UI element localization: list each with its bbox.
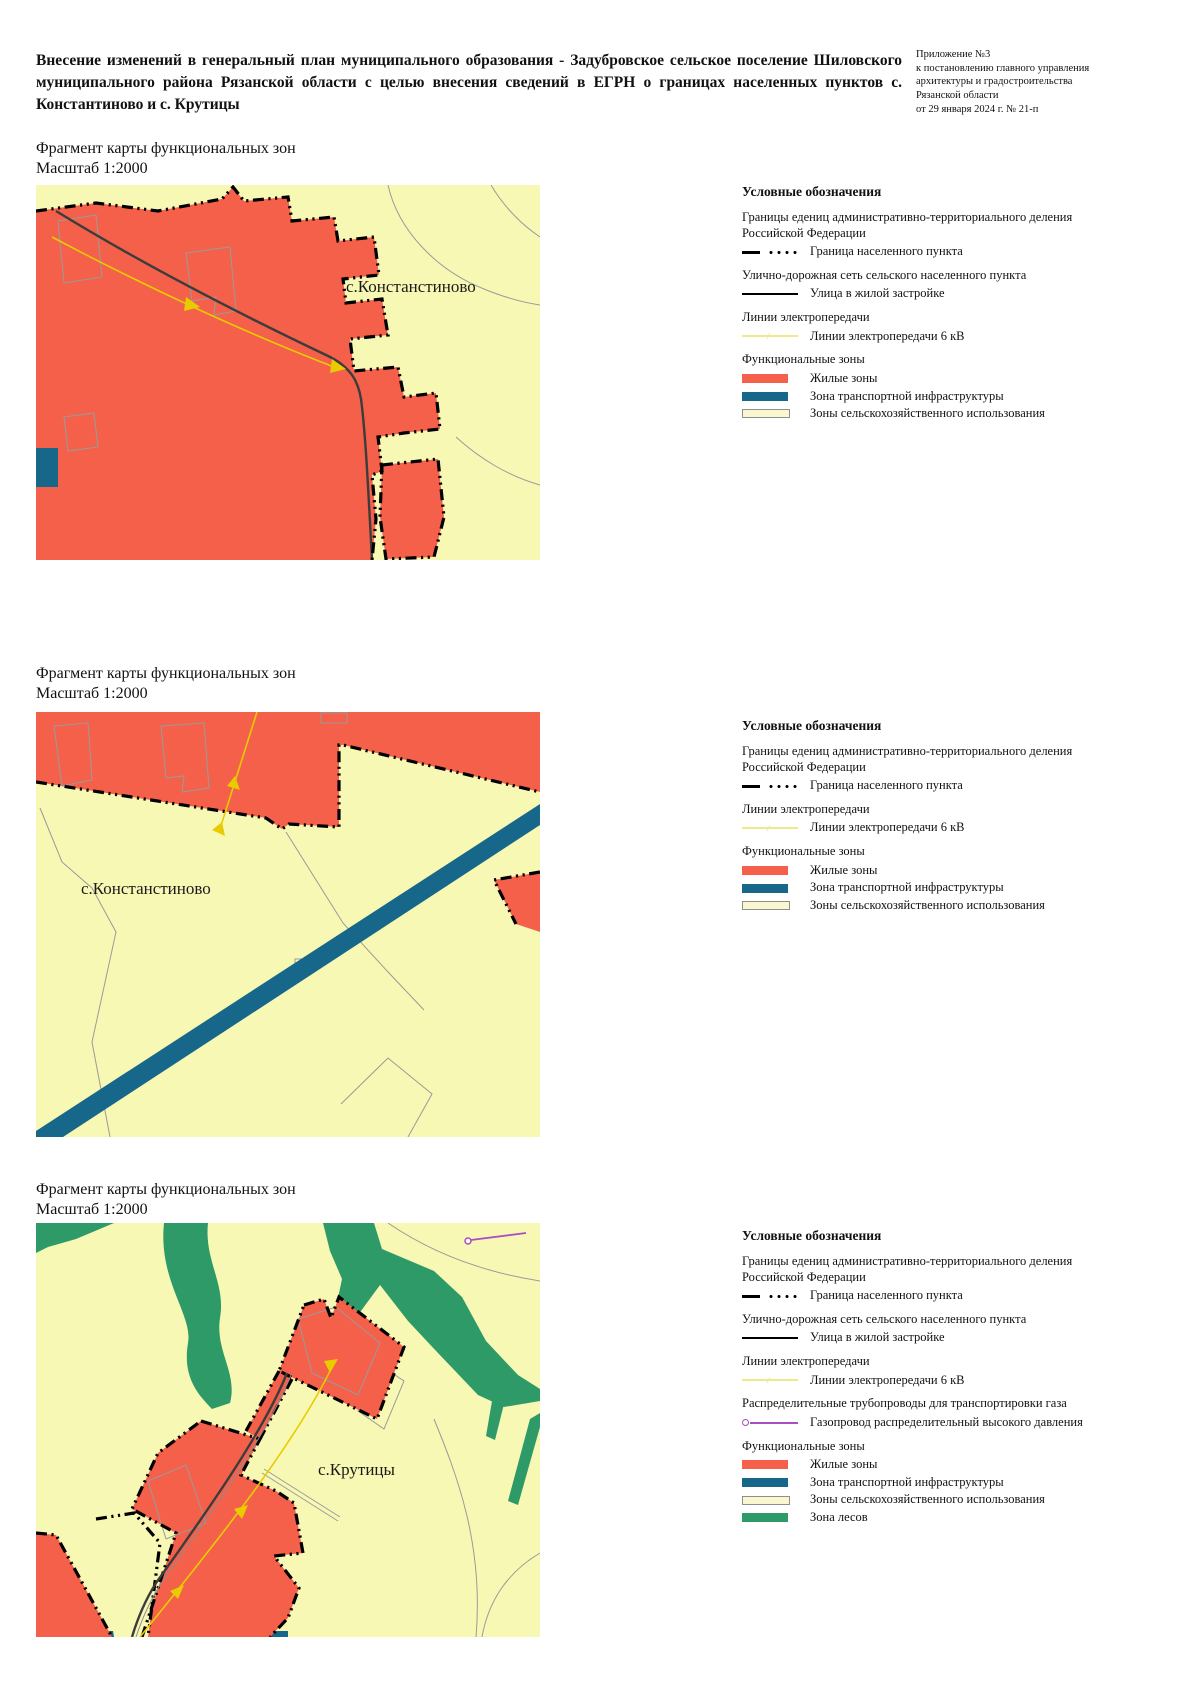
settlement-label: с.Констанстиново xyxy=(81,879,211,898)
legend-label: Зоны сельскохозяйственного использования xyxy=(810,406,1045,421)
legend-label: Линии электропередачи xyxy=(742,1354,870,1368)
legend-row xyxy=(742,1439,1114,1455)
legend-row xyxy=(742,1475,1114,1491)
map-title-line1: Фрагмент карты функциональных зон xyxy=(36,1181,296,1198)
legend-row xyxy=(742,210,1114,241)
legend-row xyxy=(742,898,1114,914)
legend-symbol xyxy=(742,408,800,420)
legend-symbol xyxy=(742,1417,800,1429)
legend-row xyxy=(742,1288,1114,1304)
legend-label: Граница населенного пункта xyxy=(810,1288,963,1303)
settlement-label: с.Констанстиново xyxy=(346,277,476,296)
legend-label: Функциональные зоны xyxy=(742,352,865,367)
map1-canvas xyxy=(36,185,540,565)
legend-label: Линии электропередачи 6 кВ xyxy=(810,328,965,343)
legend-symbol xyxy=(742,288,800,300)
annex-line: к постановлению главного управления xyxy=(916,62,1090,74)
legend-row xyxy=(742,1492,1114,1508)
legend-symbol xyxy=(742,1494,800,1506)
legend-row xyxy=(742,389,1114,405)
map2-legend xyxy=(742,718,1114,916)
legend-heading: Условные обозначения xyxy=(742,718,882,733)
legend-symbol xyxy=(742,822,800,834)
map3-title xyxy=(36,1180,456,1219)
map3-legend xyxy=(742,1228,1114,1528)
settlement-label: с.Крутицы xyxy=(318,1460,395,1479)
legend-row xyxy=(742,286,1114,302)
legend-row xyxy=(742,820,1114,836)
annex-note xyxy=(916,48,1116,116)
legend-symbol xyxy=(742,1512,800,1524)
map2-svg xyxy=(36,712,540,1137)
legend-label: Линии электропередачи xyxy=(742,801,870,816)
legend-row xyxy=(742,880,1114,896)
map1-legend xyxy=(742,184,1114,424)
legend-label: Улица в жилой застройке xyxy=(810,1330,945,1345)
legend-label: Границы едениц административно-территориального деления Российской Федерации xyxy=(742,1253,1073,1284)
legend-items xyxy=(742,1254,1114,1526)
legend-symbol xyxy=(742,330,800,342)
legend-row xyxy=(742,371,1114,387)
legend-row xyxy=(742,1396,1114,1412)
legend-row xyxy=(742,744,1114,775)
legend-heading: Условные обозначения xyxy=(742,184,882,199)
legend-label: Функциональные зоны xyxy=(742,1438,865,1453)
legend-label: Граница населенного пункта xyxy=(810,778,963,793)
legend-row xyxy=(742,1373,1114,1389)
legend-row xyxy=(742,1415,1114,1431)
legend-row xyxy=(742,778,1114,794)
legend-label: Функциональные зоны xyxy=(742,844,865,858)
legend-label: Зона лесов xyxy=(810,1510,868,1524)
legend-label: Линии электропередачи 6 кВ xyxy=(810,1372,965,1387)
legend-label: Зона транспортной инфраструктуры xyxy=(810,388,1004,403)
map-title-line1: Фрагмент карты функциональных зон xyxy=(36,140,296,157)
legend-label: Распределительные трубопроводы для транспортировки газа xyxy=(742,1396,1067,1411)
legend-label: Зона транспортной инфраструктуры xyxy=(810,1474,1004,1489)
legend-row xyxy=(742,1330,1114,1346)
annex-line: от 29 января 2024 г. № 21-п xyxy=(916,103,1039,115)
map-title-line2: Масштаб 1:2000 xyxy=(36,159,148,177)
legend-row xyxy=(742,352,1114,368)
legend-row xyxy=(742,244,1114,260)
legend-symbol xyxy=(742,780,800,792)
legend-label: Жилые зоны xyxy=(810,370,878,385)
legend-row xyxy=(742,1457,1114,1473)
legend-symbol xyxy=(742,882,800,894)
legend-heading: Условные обозначения xyxy=(742,1228,882,1243)
map2-canvas xyxy=(36,712,540,1142)
map-title-line2: Масштаб 1:2000 xyxy=(36,684,148,702)
legend-label: Зоны сельскохозяйственного использования xyxy=(810,897,1045,912)
legend-row xyxy=(742,863,1114,879)
legend-label: Улица в жилой застройке xyxy=(810,286,945,301)
legend-label: Улично-дорожная сеть сельского населенного пункта xyxy=(742,1311,1027,1326)
legend-row xyxy=(742,1354,1114,1370)
legend-label: Улично-дорожная сеть сельского населенного пункта xyxy=(742,267,1027,282)
legend-row xyxy=(742,1312,1114,1328)
legend-row xyxy=(742,268,1114,284)
legend-symbol xyxy=(742,390,800,402)
legend-label: Граница населенного пункта xyxy=(810,244,963,259)
legend-symbol xyxy=(742,246,800,258)
map3-svg xyxy=(36,1223,540,1637)
map-title-line2: Масштаб 1:2000 xyxy=(36,1200,148,1218)
legend-symbol xyxy=(742,1290,800,1302)
legend-label: Границы едениц административно-территориального деления Российской Федерации xyxy=(742,209,1073,240)
legend-label: Жилые зоны xyxy=(810,862,878,877)
legend-row xyxy=(742,844,1114,860)
annex-line: архитектуры и градостроительства xyxy=(916,76,1073,88)
legend-label: Зона транспортной инфраструктуры xyxy=(810,880,1004,895)
annex-line: Рязанской области xyxy=(916,89,999,101)
map3-canvas xyxy=(36,1223,540,1642)
residential-zone-area xyxy=(380,459,444,559)
map1-svg xyxy=(36,185,540,560)
transport-zone-area xyxy=(36,448,58,487)
legend-row xyxy=(742,1254,1114,1285)
legend-row xyxy=(742,802,1114,818)
legend-row xyxy=(742,1510,1114,1526)
legend-symbol xyxy=(742,1332,800,1344)
legend-items xyxy=(742,744,1114,914)
legend-row xyxy=(742,310,1114,326)
legend-label: Линии электропередачи 6 кВ xyxy=(810,820,965,835)
legend-label: Зоны сельскохозяйственного использования xyxy=(810,1492,1045,1507)
gas-pipeline-node xyxy=(465,1238,471,1244)
legend-symbol xyxy=(742,1459,800,1471)
annex-line: Приложение №3 xyxy=(916,49,991,60)
map-title-line1: Фрагмент карты функциональных зон xyxy=(36,665,296,682)
legend-label: Жилые зоны xyxy=(810,1457,878,1472)
legend-row xyxy=(742,329,1114,345)
legend-symbol xyxy=(742,1477,800,1489)
legend-symbol xyxy=(742,373,800,385)
page-title: Внесение изменений в генеральный план муниципального образования - Задубровское сельское поселение Шиловского муниципального района Рязанской области с целью внесения сведений в ЕГРН о границах населенных пунктов с. Константиново и с. Крутицы xyxy=(36,52,902,113)
legend-symbol xyxy=(742,1374,800,1386)
legend-label: Газопровод распределительный высокого давления xyxy=(810,1414,1083,1429)
legend-row xyxy=(742,406,1114,422)
legend-symbol xyxy=(742,900,800,912)
legend-items xyxy=(742,210,1114,422)
legend-symbol xyxy=(742,864,800,876)
legend-label: Линии электропередачи xyxy=(742,310,870,324)
map2-title xyxy=(36,664,456,703)
legend-label: Границы едениц административно-территориального деления Российской Федерации xyxy=(742,743,1073,774)
map1-title xyxy=(36,139,456,178)
